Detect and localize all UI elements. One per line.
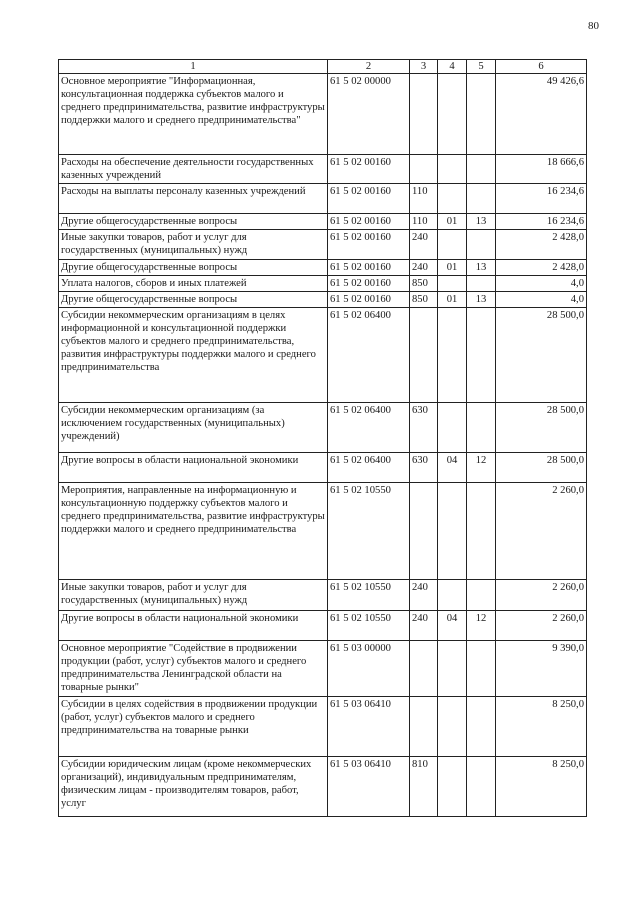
row-subsection-cell bbox=[467, 403, 496, 453]
row-expense-type-cell bbox=[410, 697, 438, 757]
column-header: 2 bbox=[328, 60, 410, 74]
row-amount-cell: 2 428,0 bbox=[496, 230, 587, 260]
row-code-cell: 61 5 02 00160 bbox=[328, 276, 410, 292]
row-subsection-cell bbox=[467, 74, 496, 155]
column-header: 6 bbox=[496, 60, 587, 74]
row-code-cell: 61 5 02 10550 bbox=[328, 611, 410, 641]
row-amount-cell: 28 500,0 bbox=[496, 308, 587, 403]
page-number: 80 bbox=[588, 20, 599, 32]
row-section-cell bbox=[438, 74, 467, 155]
row-expense-type-cell: 630 bbox=[410, 453, 438, 483]
row-amount-cell: 18 666,6 bbox=[496, 155, 587, 184]
row-code-cell: 61 5 02 00160 bbox=[328, 292, 410, 308]
row-name-cell: Другие общегосударственные вопросы bbox=[59, 214, 328, 230]
row-subsection-cell bbox=[467, 230, 496, 260]
row-name-cell: Субсидии в целях содействия в продвижении продукции (работ, услуг) субъектов малого и среднего предпринимательства на товарные рынки bbox=[59, 697, 328, 757]
row-expense-type-cell: 850 bbox=[410, 292, 438, 308]
row-code-cell: 61 5 02 10550 bbox=[328, 580, 410, 611]
row-expense-type-cell: 240 bbox=[410, 230, 438, 260]
row-name-cell: Уплата налогов, сборов и иных платежей bbox=[59, 276, 328, 292]
column-header: 5 bbox=[467, 60, 496, 74]
row-name-cell: Мероприятия, направленные на информационную и консультационную поддержку субъектов малого и среднего предпринимательства, развитие инфраструктуры поддержки малого и среднего предпринимательства bbox=[59, 483, 328, 580]
column-header: 1 bbox=[59, 60, 328, 74]
row-subsection-cell bbox=[467, 757, 496, 817]
row-section-cell: 01 bbox=[438, 214, 467, 230]
row-section-cell: 04 bbox=[438, 611, 467, 641]
row-name-cell: Иные закупки товаров, работ и услуг для государственных (муниципальных) нужд bbox=[59, 230, 328, 260]
row-expense-type-cell bbox=[410, 308, 438, 403]
row-name-cell: Основное мероприятие "Содействие в продвижении продукции (работ, услуг) субъектов малого и среднего предпринимательства Ленинградской области на товарные рынки" bbox=[59, 641, 328, 697]
table-row bbox=[59, 403, 587, 453]
row-amount-cell: 28 500,0 bbox=[496, 403, 587, 453]
table-row bbox=[59, 308, 587, 403]
row-expense-type-cell: 240 bbox=[410, 580, 438, 611]
row-amount-cell: 16 234,6 bbox=[496, 184, 587, 214]
row-code-cell: 61 5 02 00160 bbox=[328, 260, 410, 276]
row-subsection-cell bbox=[467, 697, 496, 757]
row-code-cell: 61 5 02 00000 bbox=[328, 74, 410, 155]
row-section-cell bbox=[438, 697, 467, 757]
table-row bbox=[59, 757, 587, 817]
row-section-cell bbox=[438, 403, 467, 453]
row-amount-cell: 28 500,0 bbox=[496, 453, 587, 483]
table-row bbox=[59, 641, 587, 697]
row-section-cell bbox=[438, 230, 467, 260]
row-name-cell: Другие вопросы в области национальной экономики bbox=[59, 453, 328, 483]
table-row bbox=[59, 483, 587, 580]
row-name-cell: Субсидии юридическим лицам (кроме некоммерческих организаций), индивидуальным предпринимателям, физическим лицам - производителям товаров, работ, услуг bbox=[59, 757, 328, 817]
row-code-cell: 61 5 03 06410 bbox=[328, 757, 410, 817]
row-expense-type-cell bbox=[410, 641, 438, 697]
row-subsection-cell bbox=[467, 155, 496, 184]
row-section-cell bbox=[438, 276, 467, 292]
row-code-cell: 61 5 02 00160 bbox=[328, 155, 410, 184]
table-row bbox=[59, 155, 587, 184]
table-row bbox=[59, 611, 587, 641]
table-row bbox=[59, 214, 587, 230]
row-expense-type-cell: 630 bbox=[410, 403, 438, 453]
column-header: 4 bbox=[438, 60, 467, 74]
row-subsection-cell: 12 bbox=[467, 453, 496, 483]
row-name-cell: Иные закупки товаров, работ и услуг для государственных (муниципальных) нужд bbox=[59, 580, 328, 611]
row-amount-cell: 2 428,0 bbox=[496, 260, 587, 276]
row-expense-type-cell: 810 bbox=[410, 757, 438, 817]
row-amount-cell: 8 250,0 bbox=[496, 757, 587, 817]
table-row bbox=[59, 276, 587, 292]
row-code-cell: 61 5 02 06400 bbox=[328, 403, 410, 453]
row-section-cell: 04 bbox=[438, 453, 467, 483]
row-subsection-cell: 12 bbox=[467, 611, 496, 641]
row-subsection-cell bbox=[467, 580, 496, 611]
row-subsection-cell bbox=[467, 276, 496, 292]
row-amount-cell: 2 260,0 bbox=[496, 483, 587, 580]
row-code-cell: 61 5 02 00160 bbox=[328, 214, 410, 230]
row-expense-type-cell bbox=[410, 155, 438, 184]
row-name-cell: Основное мероприятие "Информационная, консультационная поддержка субъектов малого и среднего предпринимательства, развитие инфраструктуры поддержки малого и среднего предпринимательства" bbox=[59, 74, 328, 155]
table-row bbox=[59, 230, 587, 260]
row-section-cell bbox=[438, 757, 467, 817]
row-section-cell bbox=[438, 483, 467, 580]
row-amount-cell: 9 390,0 bbox=[496, 641, 587, 697]
row-section-cell bbox=[438, 641, 467, 697]
row-expense-type-cell: 240 bbox=[410, 260, 438, 276]
row-amount-cell: 8 250,0 bbox=[496, 697, 587, 757]
row-subsection-cell: 13 bbox=[467, 214, 496, 230]
row-section-cell bbox=[438, 155, 467, 184]
table-row bbox=[59, 184, 587, 214]
row-code-cell: 61 5 02 10550 bbox=[328, 483, 410, 580]
row-amount-cell: 16 234,6 bbox=[496, 214, 587, 230]
row-name-cell: Субсидии некоммерческим организациям (за исключением государственных (муниципальных) учреждений) bbox=[59, 403, 328, 453]
table-row bbox=[59, 74, 587, 155]
table-row bbox=[59, 580, 587, 611]
row-subsection-cell bbox=[467, 483, 496, 580]
row-subsection-cell bbox=[467, 308, 496, 403]
row-section-cell bbox=[438, 184, 467, 214]
table-row bbox=[59, 292, 587, 308]
row-expense-type-cell: 240 bbox=[410, 611, 438, 641]
table-row bbox=[59, 697, 587, 757]
row-code-cell: 61 5 02 06400 bbox=[328, 308, 410, 403]
row-subsection-cell bbox=[467, 184, 496, 214]
column-header: 3 bbox=[410, 60, 438, 74]
row-name-cell: Расходы на обеспечение деятельности государственных казенных учреждений bbox=[59, 155, 328, 184]
row-expense-type-cell: 110 bbox=[410, 184, 438, 214]
row-amount-cell: 2 260,0 bbox=[496, 611, 587, 641]
row-amount-cell: 4,0 bbox=[496, 292, 587, 308]
row-section-cell: 01 bbox=[438, 260, 467, 276]
row-section-cell: 01 bbox=[438, 292, 467, 308]
row-expense-type-cell bbox=[410, 483, 438, 580]
row-name-cell: Другие общегосударственные вопросы bbox=[59, 292, 328, 308]
row-section-cell bbox=[438, 580, 467, 611]
row-amount-cell: 49 426,6 bbox=[496, 74, 587, 155]
row-code-cell: 61 5 02 00160 bbox=[328, 230, 410, 260]
row-name-cell: Другие общегосударственные вопросы bbox=[59, 260, 328, 276]
row-code-cell: 61 5 02 00160 bbox=[328, 184, 410, 214]
row-section-cell bbox=[438, 308, 467, 403]
table-row bbox=[59, 260, 587, 276]
row-expense-type-cell bbox=[410, 74, 438, 155]
row-code-cell: 61 5 03 00000 bbox=[328, 641, 410, 697]
row-subsection-cell bbox=[467, 641, 496, 697]
row-code-cell: 61 5 03 06410 bbox=[328, 697, 410, 757]
row-amount-cell: 2 260,0 bbox=[496, 580, 587, 611]
row-code-cell: 61 5 02 06400 bbox=[328, 453, 410, 483]
row-name-cell: Другие вопросы в области национальной экономики bbox=[59, 611, 328, 641]
row-subsection-cell: 13 bbox=[467, 260, 496, 276]
row-amount-cell: 4,0 bbox=[496, 276, 587, 292]
table-header-row bbox=[59, 60, 587, 74]
table-row bbox=[59, 453, 587, 483]
row-name-cell: Расходы на выплаты персоналу казенных учреждений bbox=[59, 184, 328, 214]
row-expense-type-cell: 110 bbox=[410, 214, 438, 230]
row-expense-type-cell: 850 bbox=[410, 276, 438, 292]
row-subsection-cell: 13 bbox=[467, 292, 496, 308]
row-name-cell: Субсидии некоммерческим организациям в целях информационной и консультационной поддержки субъектов малого и среднего предпринимательства, развития инфраструктуры поддержки малого и среднего предпринимательства bbox=[59, 308, 328, 403]
budget-table bbox=[58, 59, 587, 817]
